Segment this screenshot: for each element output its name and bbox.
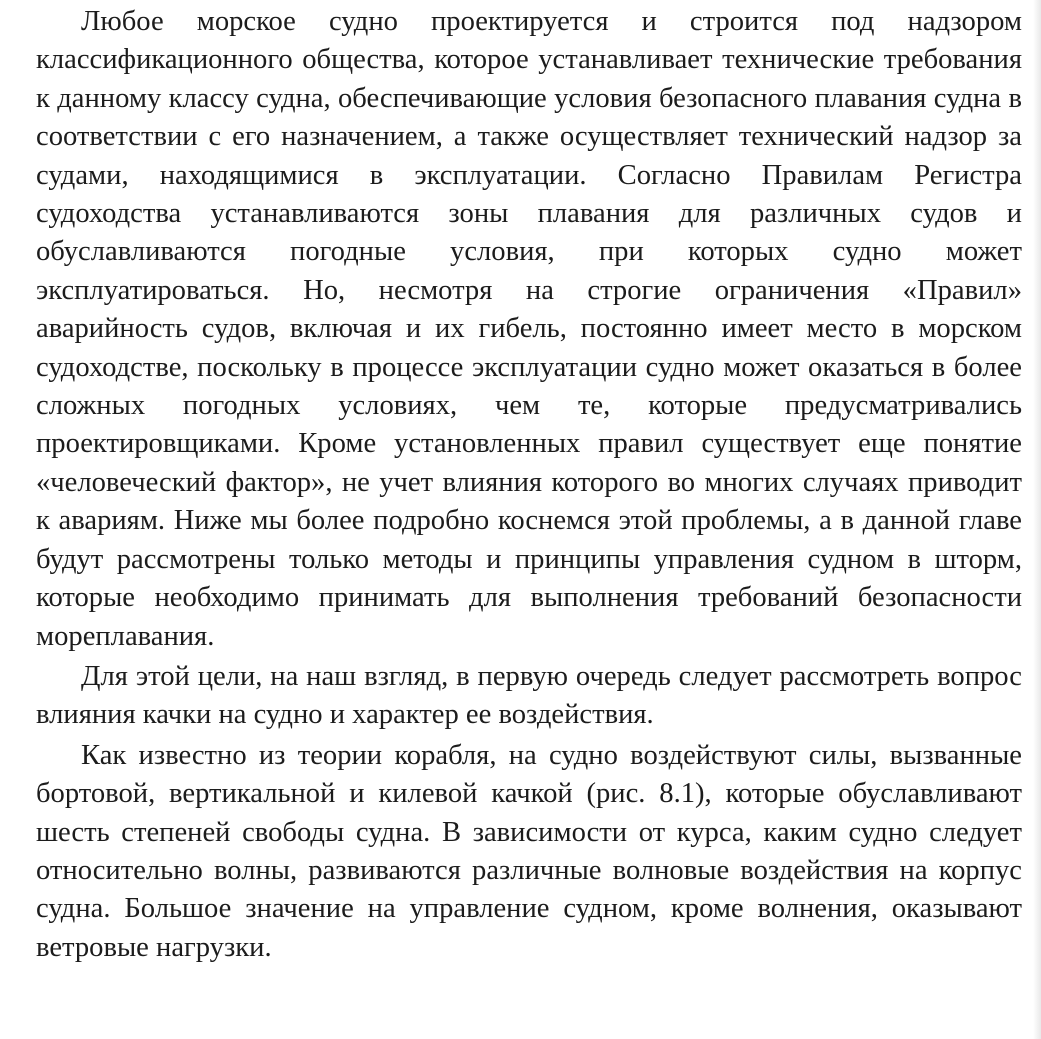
paragraph-1: Любое морское судно проектируется и строится под надзором классификационного общества, которое устанавливает технические требования к данному классу судна, обеспечивающие условия безопасного плавания судна в соответствии с его назначением, а также осуществляет технический надзор за судами, находящимися в эксплуатации. Согласно Правилам Регистра судоходства устанавливаются зоны плавания для различных судов и обуславливаются погодные условия, при которых судно может эксплуатироваться. Но, несмотря на строгие ограничения «Правил» аварийность судов, включая и их гибель, постоянно имеет место в морском судоходстве, поскольку в процессе эксплуатации судно может оказаться в более сложных погодных условиях, чем те, которые предусматривались проектировщиками. Кроме установленных правил существует еще понятие «человеческий фактор», не учет влияния которого во многих случаях приводит к авариям. Ниже мы более подробно коснемся этой проблемы, а в данной главе будут рассмотрены только методы и принципы управления судном в шторм, которые необходимо принимать для выполнения требований безопасности мореплавания. [36, 6, 1022, 652]
document-page [36, 0, 1022, 1039]
page-edge-shadow [1033, 0, 1041, 1039]
paragraph-3: Как известно из теории корабля, на судно воздействуют силы, вызванные бортовой, вертикальной и килевой качкой (рис. 8.1), которые обуславливают шесть степеней свободы судна. В зависимости от курса, каким судно следует относительно волны, развиваются различные волновые воздействия на корпус судна. Большое значение на управление судном, кроме волнения, оказывают ветровые нагрузки. [36, 739, 1022, 963]
paragraph-2: Для этой цели, на наш взгляд, в первую очередь следует рассмотреть вопрос влияния качки на судно и характер ее воздействия. [36, 660, 1022, 731]
